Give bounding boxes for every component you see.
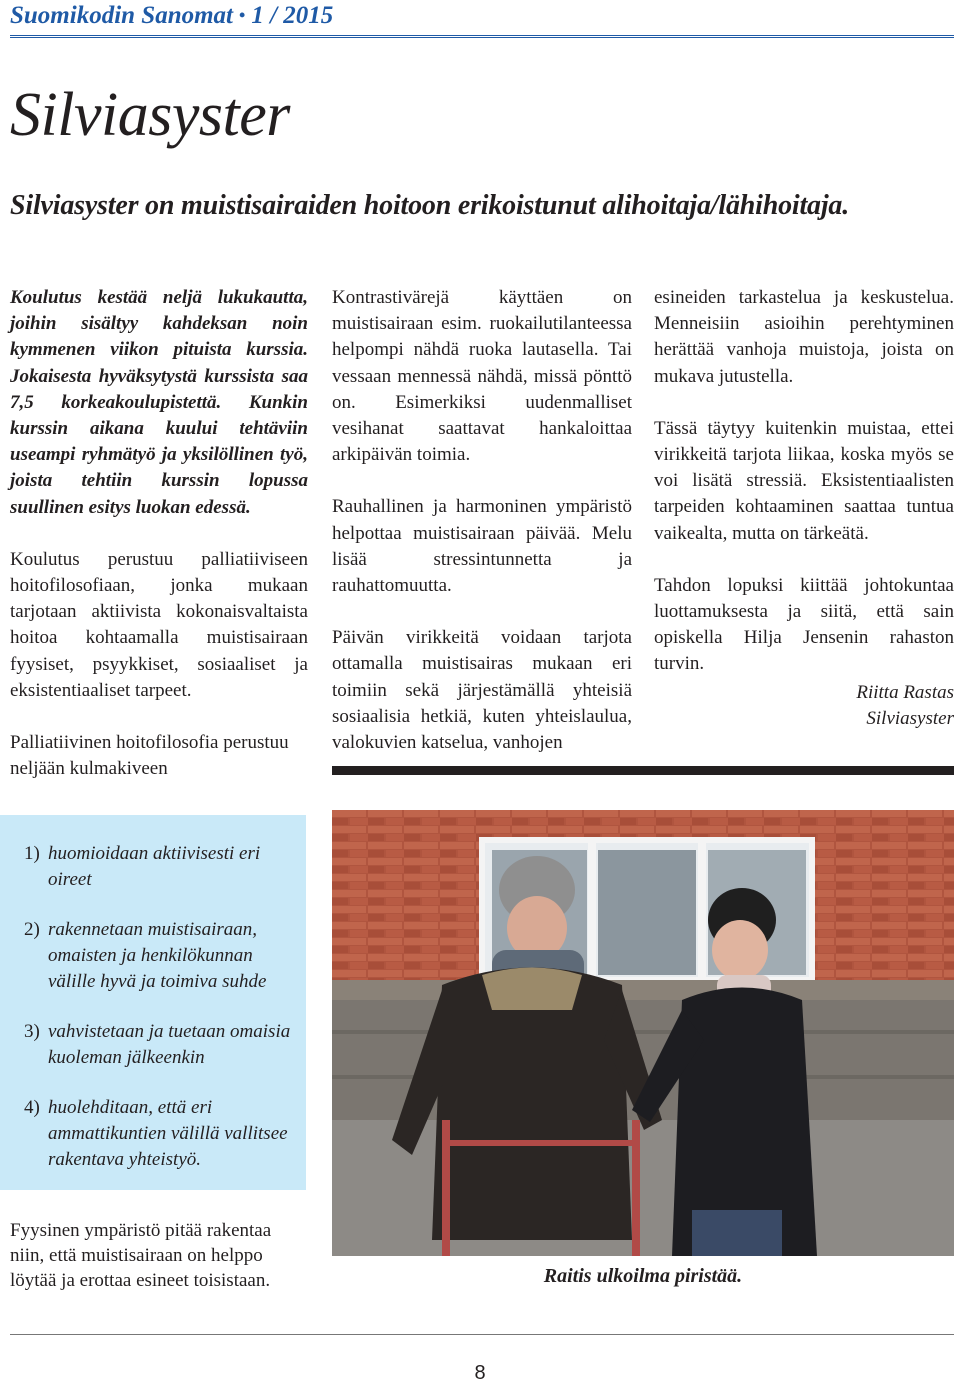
list-text: rakennetaan muistisairaan, omaisten ja henkilökunnan välille hyvä ja toimiva suhde — [48, 919, 267, 992]
article-title: Silviasyster — [10, 81, 290, 149]
publication-name: Suomikodin Sanomat — [10, 2, 233, 29]
article-subtitle: Silviasyster on muistisairaiden hoitoon erikoistunut alihoitaja/lähihoitaja. — [10, 190, 850, 221]
masthead — [10, 2, 333, 30]
column-2 — [332, 285, 632, 756]
body-paragraph: esineiden tarkastelua ja keskustelua. Menneisiin asioihin perehtyminen herättää vanhoja muistoja, joista on mukava jutustella. — [654, 287, 954, 387]
body-paragraph: Rauhallinen ja harmoninen ympäristö helpottaa muistisairaan päivää. Melu lisää stressintunnetta ja rauhattomuutta. — [332, 496, 632, 597]
author-title: Silviasyster — [866, 707, 954, 729]
article-photo — [332, 810, 954, 1256]
intro-paragraph: Koulutus kestää neljä lukukautta, joihin sisältyy kahdeksan noin kymmenen viikon pituista kurssia. Jokaisesta hyväksytystä kurssista saa 7,5 korkeakoulupistettä. Kunkin kurssin aikana kuului tehtäviin useampi ryhmätyö ja yksilöllinen työ, joista tehtiin kurssin lopussa suullinen esitys luokan edessä. — [10, 287, 308, 518]
author-name: Riitta Rastas — [856, 681, 954, 703]
issue-number: 1 / 2015 — [251, 2, 334, 29]
body-paragraph: Tässä täytyy kuitenkin muistaa, ettei virikkeitä tarjota liikaa, koska myös se voi lisätä stressiä. Eksistentiaalisten tarpeiden kohtaaminen saattaa tuntua vaikealta, mutta on tärkeätä. — [654, 417, 954, 544]
list-text: vahvistetaan ja tuetaan omaisia kuoleman jälkeenkin — [48, 1021, 291, 1068]
header-rule — [10, 35, 954, 38]
bullet-separator: • — [239, 5, 246, 25]
body-paragraph: Koulutus perustuu palliatiiviseen hoitofilosofiaan, jonka mukaan tarjotaan aktiivista kokonaisvaltaista hoitoa kohtaamalla muistisairaan fyysiset, psyykkiset, sosiaaliset ja eksistentiaaliset tarpeet. — [10, 548, 308, 701]
list-item — [24, 917, 292, 995]
list-item — [24, 1095, 292, 1173]
list-number: 1) — [24, 843, 40, 864]
cornerstones-box — [0, 815, 306, 1190]
photo-caption: Raitis ulkoilma piristää. — [543, 1265, 743, 1287]
page-number: 8 — [474, 1362, 486, 1384]
list-text: huolehditaan, että eri ammattikuntien välillä vallitsee rakentava yhteistyö. — [48, 1097, 288, 1170]
body-paragraph: Palliatiivinen hoitofilosofia perustuu neljään kulmakiveen — [10, 732, 289, 780]
list-number: 4) — [24, 1097, 40, 1118]
list-item — [24, 841, 292, 893]
body-paragraph: Tahdon lopuksi kiittää johtokuntaa luottamuksesta ja siitä, että sain opiskella Hilja Jensenin rahaston turvin. — [654, 574, 954, 675]
list-number: 2) — [24, 919, 40, 940]
body-paragraph: Kontrastivärejä käyttäen on muistisairaan esim. ruokailutilanteessa helpompi nähdä ruoka lautasella. Tai vessaan mennessä nähdä, missä pönttö on. Esimerkiksi uudenmalliset vesihanat saattavat hankaloittaa arkipäivän toimia. — [332, 287, 632, 466]
column-3 — [654, 285, 954, 732]
body-paragraph: Fyysinen ympäristö pitää rakentaa niin, että muistisairaan on helppo löytää ja erottaa esineet toisistaan. — [10, 1220, 272, 1291]
footer-rule — [10, 1334, 954, 1335]
body-paragraph: Päivän virikkeitä voidaan tarjota ottamalla muistisairas mukaan eri toimiin sekä järjestämällä yhteisiä sosiaalisia hetkiä, kuten yhteislaulua, valokuvien katselua, vanhojen — [332, 627, 632, 754]
list-number: 3) — [24, 1021, 40, 1042]
section-divider — [332, 766, 954, 775]
list-item — [24, 1019, 292, 1071]
column-1 — [10, 285, 308, 782]
list-text: huomioidaan aktiivisesti eri oireet — [48, 843, 261, 890]
